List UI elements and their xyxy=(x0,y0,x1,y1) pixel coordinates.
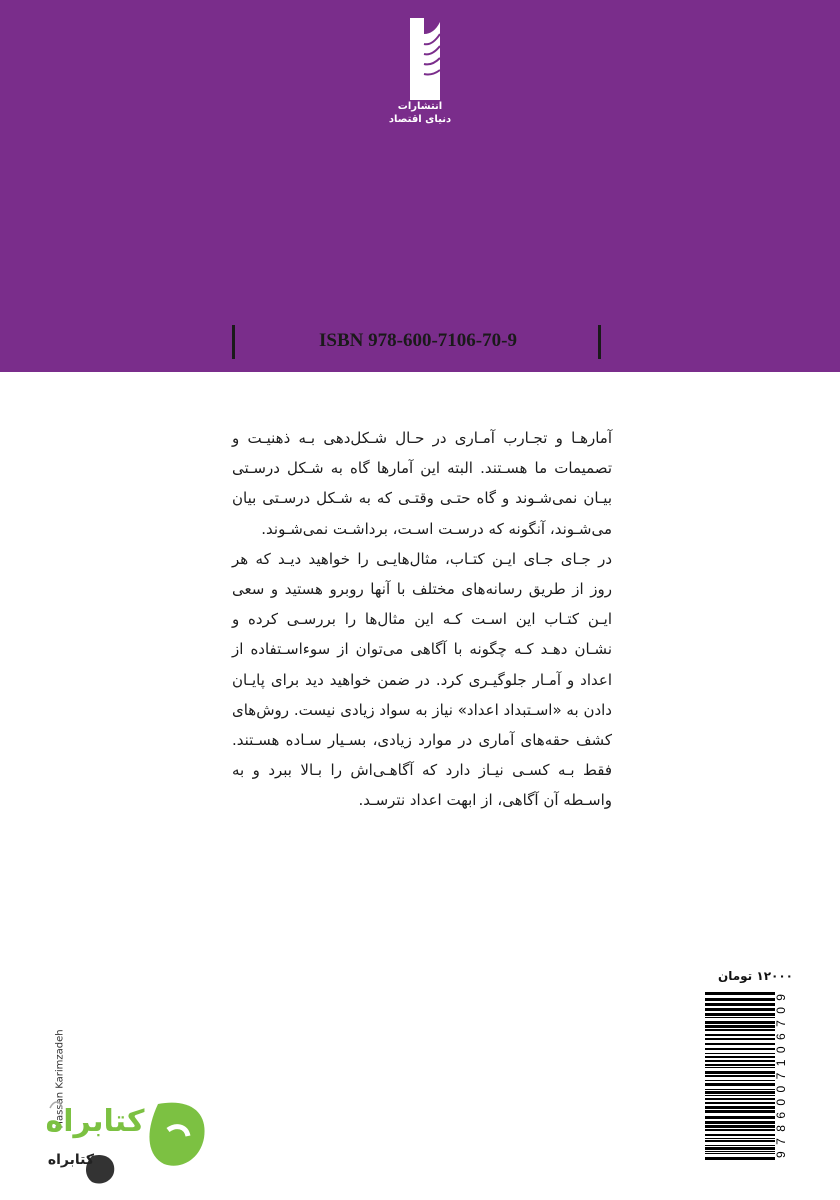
isbn-text: ISBN 978-600-7106-70-9 xyxy=(319,330,517,351)
barcode-bar xyxy=(705,1151,775,1152)
barcode-bar xyxy=(705,1080,775,1081)
blurb-paragraph-1: آمارهـا و تجـارب آمـاری در حـال شـکل‌دهی بـه ذهنیـت و تصمیمات ما هسـتند. البته این آمارها گاه به شـکل درسـتی بیـان نمی‌شـوند و گاه حتـی وقتـی که به شـکل درسـتی بیان می‌شـوند، آنگونه که درسـت اسـت، برداشـت نمی‌شـوند. xyxy=(232,429,612,538)
barcode-bar xyxy=(705,1008,775,1011)
barcode-number: 9786007106709 xyxy=(774,994,788,1158)
barcode-bar xyxy=(705,1067,775,1068)
publisher-name xyxy=(380,100,460,126)
barcode-bar xyxy=(705,1110,775,1113)
barcode-bar xyxy=(705,1021,775,1024)
barcode-bar xyxy=(705,1013,775,1016)
barcode-bar xyxy=(705,1053,775,1054)
barcode-bar xyxy=(705,1116,775,1119)
barcode-bar xyxy=(705,1091,775,1094)
barcode-bar xyxy=(705,1098,775,1100)
barcode-bar xyxy=(705,1056,775,1058)
barcode-bar xyxy=(705,998,775,1001)
barcode-bar xyxy=(705,1095,775,1096)
barcode-bar xyxy=(705,1157,775,1160)
barcode-bar xyxy=(705,1075,775,1077)
isbn-divider-right xyxy=(598,325,601,359)
barcode-bar xyxy=(705,1071,775,1074)
barcode-bar xyxy=(705,1064,775,1066)
publisher-name-line2: دنیای اقتصاد xyxy=(388,114,452,125)
barcode-bar xyxy=(705,1034,775,1036)
barcode-bar xyxy=(705,1147,775,1150)
barcode-bar xyxy=(705,1043,775,1045)
publisher-name-line1: انتشارات xyxy=(397,101,443,112)
barcode-bar xyxy=(705,1017,775,1018)
barcode-bar xyxy=(705,1089,775,1090)
barcode-bar xyxy=(705,1129,775,1131)
watermark-text-small: کتابراه xyxy=(47,1152,94,1168)
barcode-bar xyxy=(705,1140,775,1142)
barcode-bar xyxy=(705,992,775,995)
barcode-bar xyxy=(705,1138,775,1139)
price-label: ۱۲۰۰۰ تومان xyxy=(717,969,793,983)
barcode-bar xyxy=(705,1106,775,1109)
barcode-bar xyxy=(705,1029,775,1031)
barcode-bar xyxy=(705,1121,775,1124)
barcode-bar xyxy=(705,1153,775,1154)
barcode-bar xyxy=(705,1083,775,1086)
back-cover-blurb xyxy=(232,423,612,816)
barcode-bar xyxy=(705,1038,775,1040)
barcode-bar xyxy=(705,1025,775,1028)
isbn-divider-left xyxy=(232,325,235,359)
designer-name: Hassan Karimzadeh xyxy=(54,1029,66,1129)
barcode-bar xyxy=(705,1102,775,1104)
barcode-bar xyxy=(705,1125,775,1128)
barcode-bar xyxy=(705,1048,775,1050)
barcode-bar xyxy=(705,1003,775,1006)
barcode-bar xyxy=(705,1060,775,1062)
barcode-bars xyxy=(705,992,775,1160)
barcode-bar xyxy=(705,1145,775,1146)
blurb-paragraph-2: در جـای جـای ایـن کتـاب، مثال‌هایـی را خواهید دیـد که هر روز از طریق رسانه‌های مختلف با آنها روبرو هستید و سعی ایـن کتـاب این اسـت کـه این مثال‌ها را بررسـی کرده و نشـان دهـد کـه چگونه با آگاهی می‌توان از سوءاسـتفاده از اعداد و آمـار جلوگیـری کرد. در ضمن خواهید دید برای پایـان دادن به «اسـتبداد اعداد» نیاز به سواد زیادی نیست. روش‌های کشف حقه‌های آماری در موارد زیادی، بسـیار سـاده هسـتند. فقط بـه کسـی نیـاز دارد که آگاهـی‌اش را بـالا ببرد و به واسـطه آن آگاهی، از ابهت اعداد نترسـد. xyxy=(232,549,612,810)
watermark-text-large: کتابراه xyxy=(45,1104,145,1139)
barcode-bar xyxy=(705,1134,775,1136)
isbn-barcode xyxy=(705,990,797,1160)
